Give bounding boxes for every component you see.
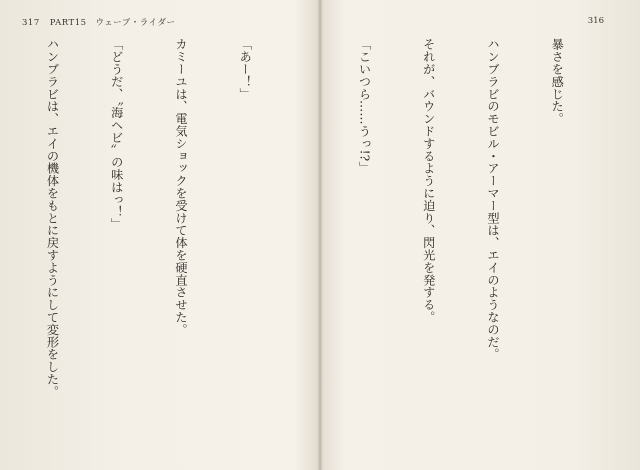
text-line: それが、バウンドするように迫り、閃光を発する。 <box>421 38 436 324</box>
right-page-number: 316 <box>587 16 604 26</box>
left-page-number: 317 <box>22 18 40 28</box>
text-line: 暴さを感じた。 <box>550 38 565 125</box>
text-line: ハンブラビのモビル・アーマー型は、エイのようなのだ。 <box>485 38 500 361</box>
right-page <box>320 0 640 470</box>
text-line: カミーユは、電気ショックを受けて体を硬直させた。 <box>173 38 188 336</box>
left-page-body <box>16 38 298 458</box>
right-page-body <box>356 38 610 458</box>
left-page-header <box>22 16 176 28</box>
text-line: 「どうだ、〝海ヘビ〟の味はっ！」 <box>109 38 124 231</box>
text-line: 「あー！」 <box>238 38 253 100</box>
running-title: PART15 ウェーブ・ライダー <box>49 18 176 28</box>
text-line: ハンブラビは、エイの機体をもとに戻すようにして変形をした。 <box>45 38 60 398</box>
text-line: 「こいつら……うっ!?」 <box>357 38 372 174</box>
